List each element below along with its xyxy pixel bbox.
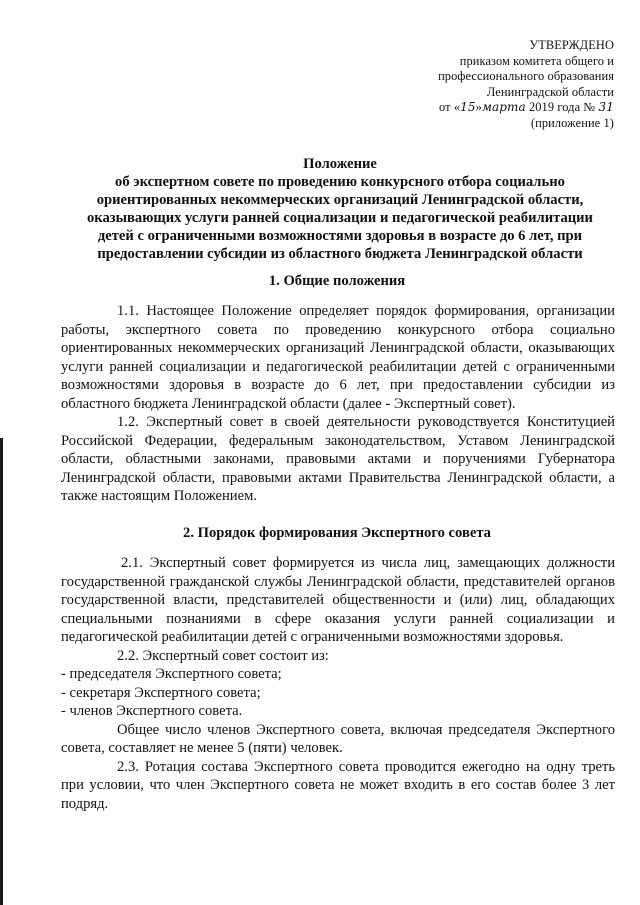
section-1-body: [61, 302, 615, 506]
approval-month-handwritten: марта: [481, 100, 526, 114]
approval-number-label: №: [583, 100, 596, 114]
paragraph-2-2: 2.2. Экспертный совет состоит из:: [117, 647, 329, 664]
approval-year: 2019 года: [528, 100, 581, 114]
document-title: [80, 155, 600, 263]
paragraph-2-2-total: Общее число членов Экспертного совета, включая председателя Экспертного совета, составляет не менее 5 (пяти) человек.: [61, 721, 615, 756]
title-line-6: предоставлении субсидии из областного бюджета Ленинградской области: [97, 246, 583, 262]
approval-title: УТВЕРЖДЕНО: [529, 38, 614, 52]
list-item-chairman: - председателя Экспертного совета;: [61, 666, 282, 682]
approval-from: от «: [439, 100, 461, 114]
approval-quote-close: »: [475, 100, 482, 114]
section-2-heading: 2. Порядок формирования Экспертного совета: [183, 525, 491, 541]
paragraph-1-1: 1.1. Настоящее Положение определяет порядок формирования, организации работы, экспертного совета по проведению конкурсного отбора социально ориентированных некоммерческих организаций Ленинградской области, оказывающих услуги ранней социализации и педагогической реабилитации детей с ограниченными возможностями здоровья в возрасте до 6 лет, при предоставлении субсидии из областного бюджета Ленинградской области (далее - Экспертный совет).: [61, 303, 615, 412]
title-line-3: ориентированных некоммерческих организаций Ленинградской области,: [96, 192, 584, 208]
title-line-2: об экспертном совете по проведению конкурсного отбора социально: [115, 174, 565, 190]
scan-edge-mark: [0, 438, 3, 905]
title-line-4: оказывающих услуги ранней социализации и педагогической реабилитации: [87, 210, 593, 226]
approval-region-line: Ленинградской области: [486, 84, 614, 99]
approval-committee-line: профессионального образования: [438, 69, 614, 83]
approval-date-line: [438, 100, 614, 116]
approval-order-line: приказом комитета общего и: [459, 53, 614, 68]
paragraph-2-1: 2.1. Экспертный совет формируется из числа лиц, замещающих должности государственной гражданской службы Ленинградской области, представителей органов государственной власти, представителей общественности и (или) лиц, обладающих специальными познаниями в сфере оказания услуги ранней социализации и педагогической реабилитации детей с ограниченными возможностями здоровья.: [61, 555, 615, 645]
section-1-heading: 1. Общие положения: [268, 273, 406, 289]
approval-day-handwritten: 15: [460, 100, 476, 114]
paragraph-1-2: 1.2. Экспертный совет в своей деятельности руководствуется Конституцией Российской Федерации, федеральным законодательством, Уставом Ленинградской области, областными законами, правовыми актами и поручениями Губернатора Ленинградской области, правовыми актами Правительства Ленинградской области, а также настоящим Положением.: [61, 414, 615, 504]
approval-stamp-block: [438, 38, 614, 131]
approval-appendix: (приложение 1): [530, 115, 614, 130]
title-line-1: Положение: [303, 156, 377, 172]
list-item-members: - членов Экспертного совета.: [61, 703, 243, 719]
approval-number-handwritten: 31: [598, 100, 614, 114]
list-item-secretary: - секретаря Экспертного совета;: [61, 684, 261, 701]
paragraph-2-3: 2.3. Ротация состава Экспертного совета проводится ежегодно на одну треть при условии, что член Экспертного совета не может входить в его состав более 3 лет подряд.: [61, 758, 615, 812]
title-line-5: детей с ограниченными возможностями здоровья в возрасте до 6 лет, при: [97, 228, 583, 244]
section-2-body: [61, 554, 615, 813]
